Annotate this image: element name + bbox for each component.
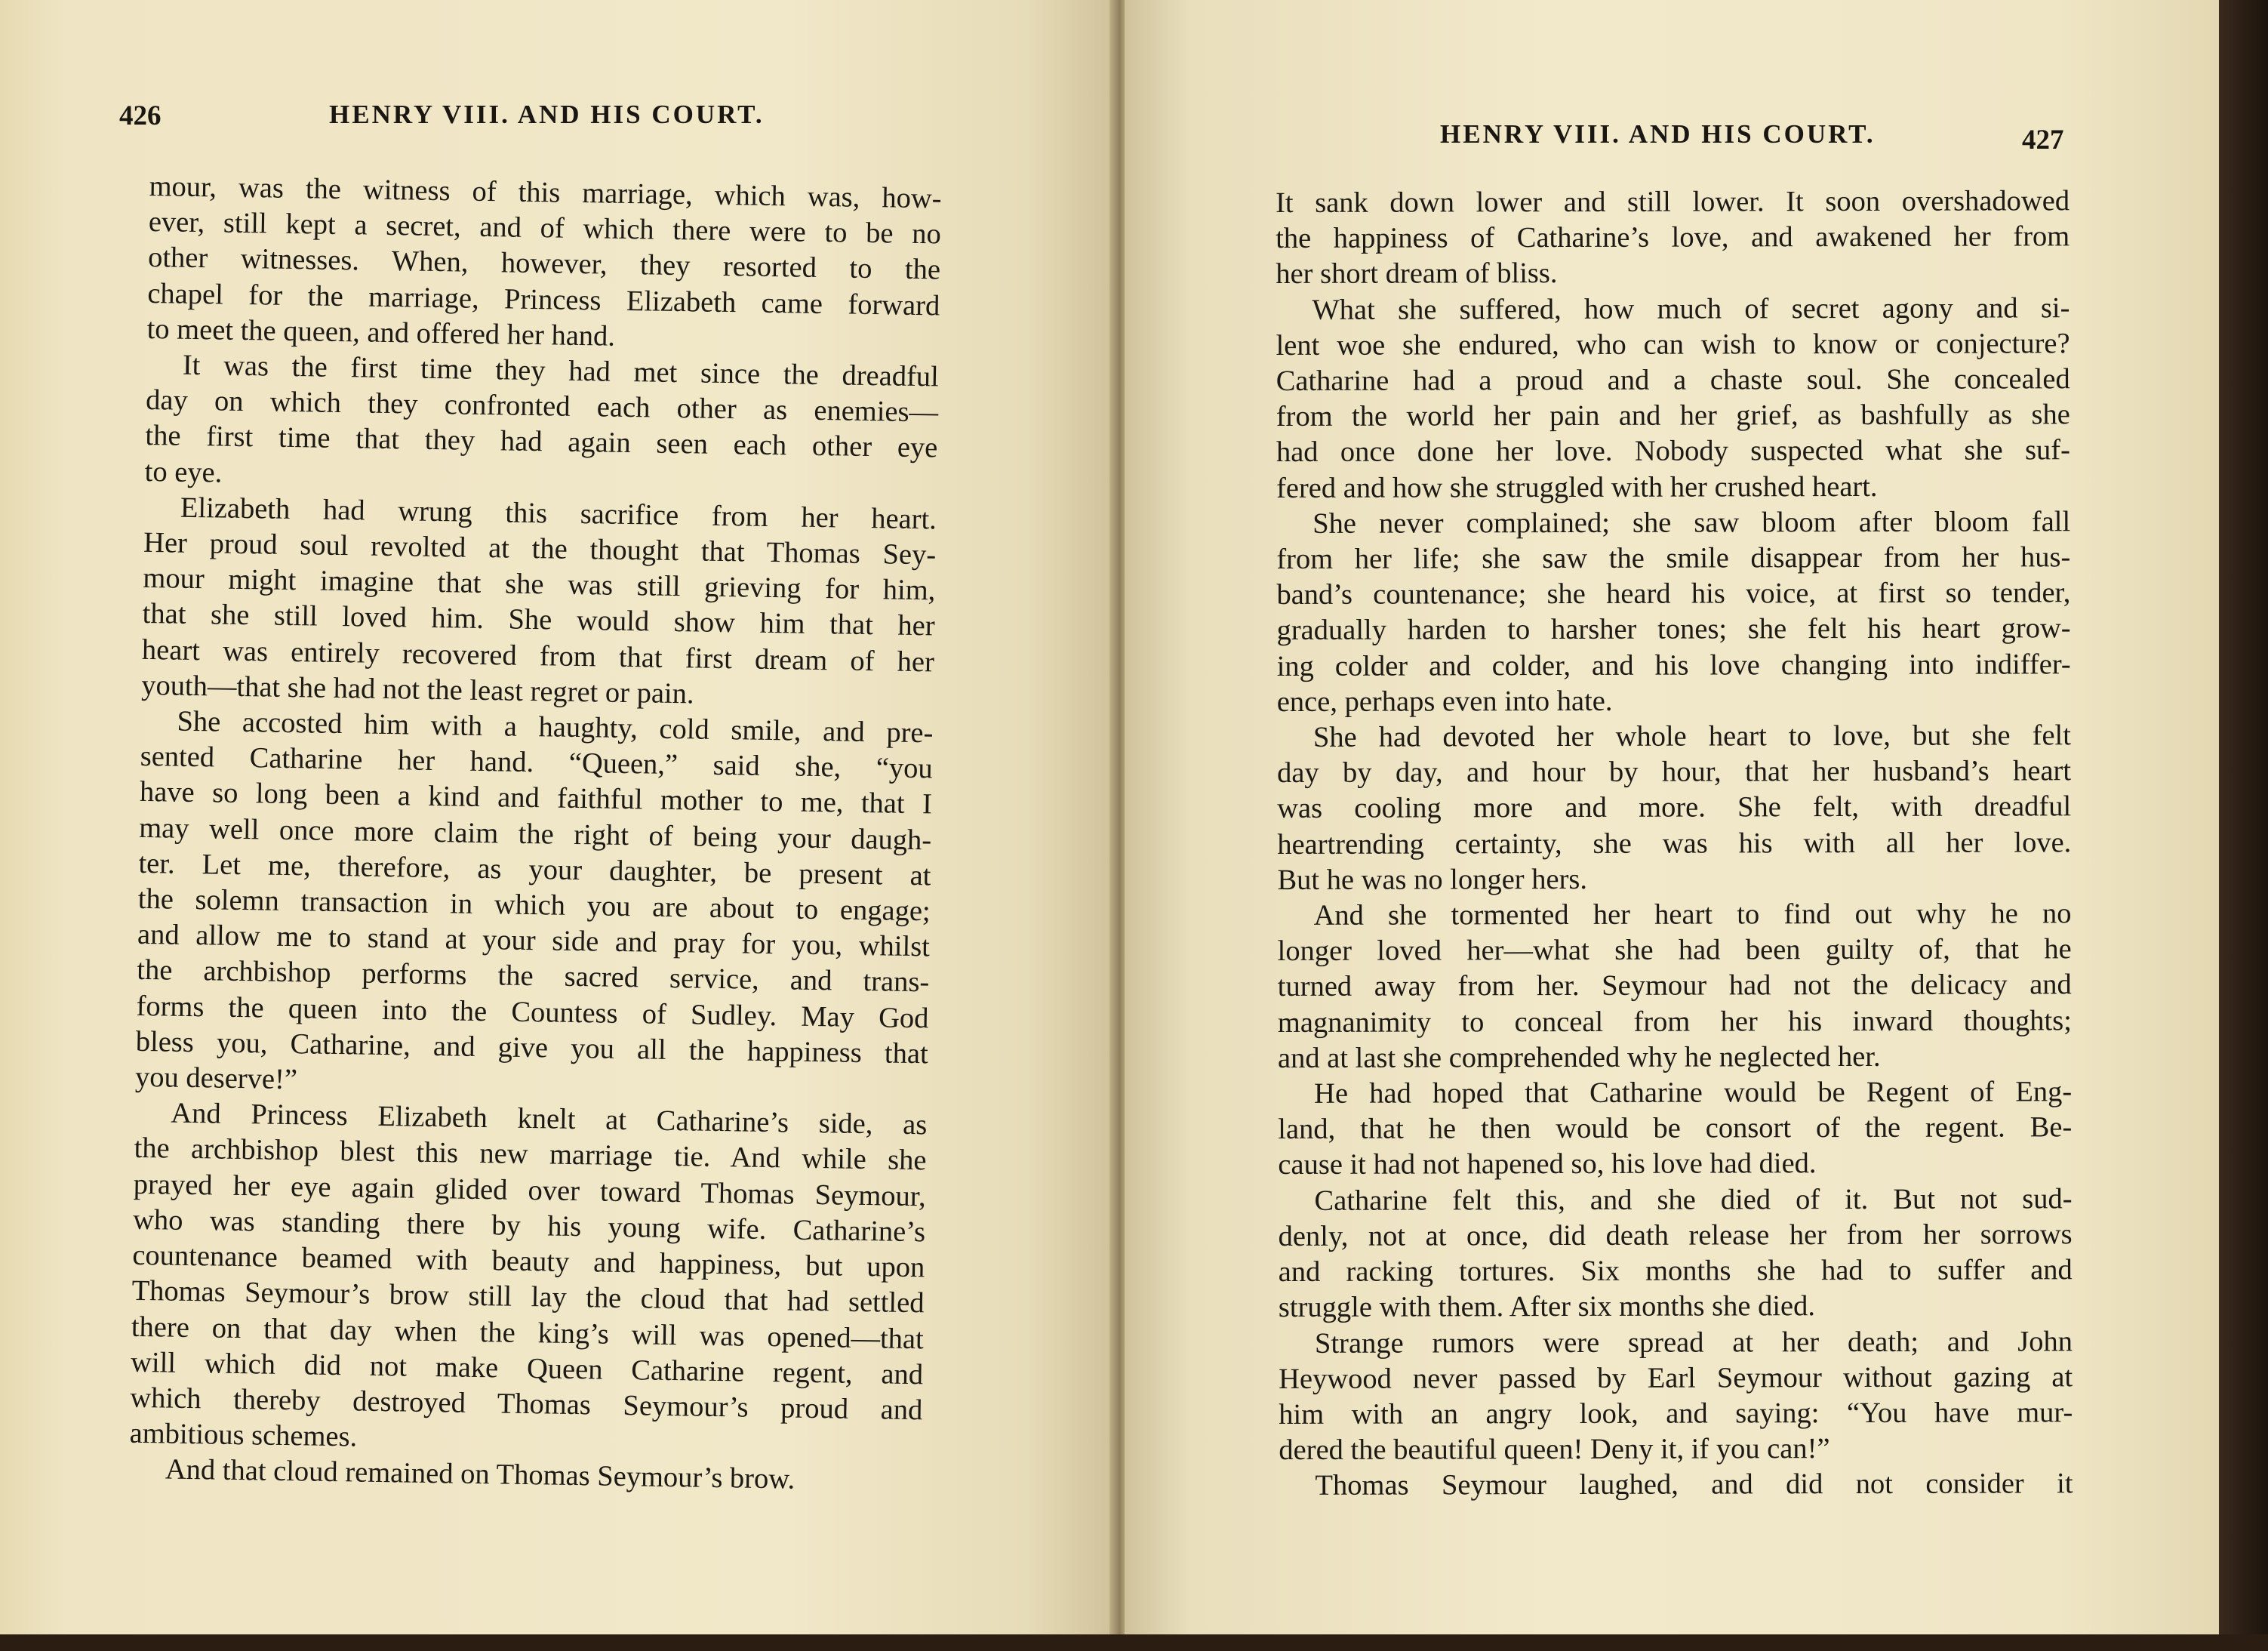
text-line: Heywood never passed by Earl Seymour without gazing at xyxy=(1279,1360,2073,1395)
text-line: Catharine had a proud and a chaste soul. She concealed xyxy=(1276,363,2070,398)
text-line: struggle with them. After six months she died. xyxy=(1278,1290,1816,1324)
text-line: you deserve!” xyxy=(134,1061,298,1096)
text-line: the happiness of Catharine’s love, and awakened her from xyxy=(1276,220,2070,255)
text-line: Catharine felt this, and she died of it. But not sud- xyxy=(1314,1182,2073,1217)
page-text xyxy=(1276,183,2073,1504)
text-line: ambitious schemes. xyxy=(129,1417,358,1453)
running-head: HENRY VIII. AND HIS COURT. xyxy=(1440,119,1876,149)
text-line: countenance beamed with beauty and happiness, but upon xyxy=(132,1239,925,1284)
text-line: longer loved her—what she had been guilty of, that he xyxy=(1277,933,2072,968)
text-line: cause it had not hapened so, his love had died. xyxy=(1278,1147,1817,1181)
text-line: Thomas Seymour laughed, and did not consider it xyxy=(1315,1468,2073,1502)
text-line: bless you, Catharine, and give you all the happiness that xyxy=(135,1025,929,1070)
text-line: which thereby destroyed Thomas Seymour’s proud and xyxy=(130,1381,923,1427)
text-line: the archbishop performs the sacred service, and trans- xyxy=(136,954,930,999)
text-line: denly, not at once, did death release her from her sorrows xyxy=(1278,1218,2073,1252)
text-line: heartrending certainty, she was his with all her love. xyxy=(1277,826,2072,861)
text-line: And that cloud remained on Thomas Seymour’s brow. xyxy=(165,1453,795,1495)
text-line: heart was entirely recovered from that first dream of her xyxy=(141,633,935,679)
text-line: And Princess Elizabeth knelt at Catharine’s side, as xyxy=(171,1097,928,1141)
text-line: youth—that she had not the least regret or pain. xyxy=(140,669,694,710)
text-line: prayed her eye again glided over toward Thomas Seymour, xyxy=(133,1168,927,1213)
text-line: to eye. xyxy=(144,455,223,489)
text-line: sented Catharine her hand. “Queen,” said she, “you xyxy=(140,741,933,785)
text-line: day by day, and hour by hour, that her husband’s heart xyxy=(1276,755,2072,790)
text-line: from the world her pain and her grief, as bashfully as she xyxy=(1276,399,2070,433)
text-line: But he was no longer hers. xyxy=(1277,863,1588,896)
text-line: day on which they confronted each other as enemies— xyxy=(145,384,939,429)
page-text xyxy=(129,169,942,1500)
text-line: Elizabeth had wrung this sacrifice from her heart. xyxy=(180,491,937,536)
text-line: It sank down lower and still lower. It soon overshadowed xyxy=(1276,185,2070,219)
text-line: lent woe she endured, who can wish to know or conjecture? xyxy=(1276,328,2070,362)
text-line: And she tormented her heart to find out why he no xyxy=(1313,898,2072,932)
text-line: had once done her love. Nobody suspected what she suf- xyxy=(1276,434,2070,469)
text-line: ever, still kept a secret, and of which there were to be no xyxy=(148,206,942,251)
text-line: that she still loved him. She would show him that her xyxy=(142,598,935,642)
cover-edge xyxy=(2217,0,2268,1651)
text-line: Thomas Seymour’s brow still lay the cloud that had settled xyxy=(131,1275,925,1320)
running-head: HENRY VIII. AND HIS COURT. xyxy=(329,100,765,129)
text-line: Strange rumors were spread at her death; and John xyxy=(1314,1325,2073,1360)
text-line: the archbishop blest this new marriage tie. And while she xyxy=(134,1132,927,1177)
text-line: forms the queen into the Countess of Sudley. May God xyxy=(136,990,929,1035)
text-line: ter. Let me, therefore, as your daughter, be present at xyxy=(138,847,931,892)
text-line: It was the first time they had met since the dreadful xyxy=(182,349,940,393)
text-line: the first time that they had again seen each other eye xyxy=(145,420,938,464)
cover-edge-bottom xyxy=(0,1634,2268,1651)
text-line: She had devoted her whole heart to love, but she felt xyxy=(1312,719,2071,753)
text-line: chapel for the marriage, Princess Elizabeth came forward xyxy=(147,277,940,322)
text-line: and racking tortures. Six months she had to suffer and xyxy=(1278,1254,2073,1289)
text-line: her short dream of bliss. xyxy=(1276,257,1558,291)
text-line: gradually harden to harsher tones; she felt his heart grow- xyxy=(1276,612,2071,647)
page-number: 426 xyxy=(119,100,162,131)
text-line: who was standing there by his young wife. Catharine’s xyxy=(132,1203,926,1249)
right-page xyxy=(1125,0,2219,1634)
text-line: What she suffered, how much of secret agony and si- xyxy=(1312,291,2070,326)
text-line: mour might imagine that she was still grieving for him, xyxy=(143,562,936,607)
text-line: ence, perhaps even into hate. xyxy=(1276,685,1613,718)
text-line: mour, was the witness of this marriage, which was, how- xyxy=(149,170,942,215)
text-line: land, that he then would be consort of the regent. Be- xyxy=(1278,1111,2073,1146)
text-line: there on that day when the king’s will was opened—that xyxy=(131,1311,925,1355)
text-line: She accosted him with a haughty, cold smile, and pre- xyxy=(177,705,934,750)
text-line: She never complained; she saw bloom after bloom fall xyxy=(1312,506,2071,540)
text-line: ing colder and colder, and his love changing into indiffer- xyxy=(1276,648,2071,682)
left-page xyxy=(0,0,1116,1634)
text-line: Her proud soul revolted at the thought that Thomas Sey- xyxy=(143,526,937,571)
text-line: to meet the queen, and offered her hand. xyxy=(146,313,616,353)
text-line: fered and how she struggled with her crushed heart. xyxy=(1276,470,1878,504)
text-line: the solemn transaction in which you are about to engage; xyxy=(137,882,931,928)
text-line: band’s countenance; she heard his voice, at first so tender, xyxy=(1276,577,2071,611)
text-line: He had hoped that Catharine would be Regent of Eng- xyxy=(1314,1076,2073,1110)
text-line: dered the beautiful queen! Deny it, if you can!” xyxy=(1279,1433,1830,1467)
text-line: other witnesses. When, however, they resorted to the xyxy=(147,242,941,286)
text-line: have so long been a kind and faithful mother to me, that I xyxy=(139,776,933,821)
text-line: and at last she comprehended why he neglected her. xyxy=(1277,1040,1881,1074)
text-line: was cooling more and more. She felt, with dreadful xyxy=(1277,790,2072,825)
text-line: from her life; she saw the smile disappear from her hus- xyxy=(1276,541,2071,576)
text-line: magnanimity to conceal from her his inward thoughts; xyxy=(1277,1004,2072,1039)
text-line: and allow me to stand at your side and pray for you, whilst xyxy=(137,919,931,963)
text-line: will which did not make Queen Catharine regent, and xyxy=(130,1346,924,1391)
text-line: may well once more claim the right of being your daugh- xyxy=(138,812,932,857)
text-line: him with an angry look, and saying: “You have mur- xyxy=(1279,1397,2073,1431)
text-line: turned away from her. Seymour had not the delicacy and xyxy=(1277,969,2072,1003)
page-number: 427 xyxy=(2022,125,2064,156)
